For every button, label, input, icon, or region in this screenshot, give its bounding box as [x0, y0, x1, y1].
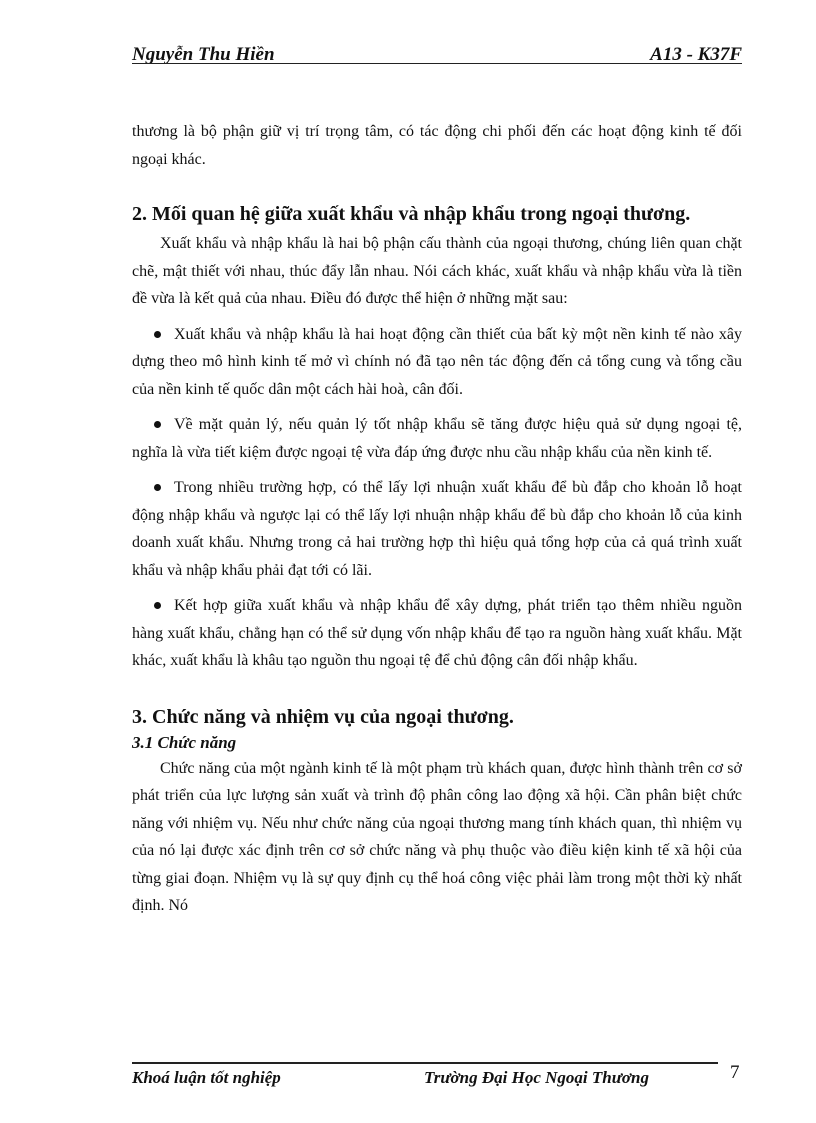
- intro-paragraph: thương là bộ phận giữ vị trí trọng tâm, có tác động chi phối đến các hoạt động kinh tế đối ngoại khác.: [132, 123, 742, 168]
- bullet-text: Xuất khẩu và nhập khẩu là hai hoạt động cần thiết của bất kỳ một nền kinh tế nào xây dựng theo mô hình kinh tế mở vì chính nó đã tạo nên tác động đến cả tổng cung và tổng cầu của nền kinh tế quốc dân một cách hài hoà, cân đối.: [132, 325, 742, 398]
- footer-divider: [132, 1062, 718, 1064]
- list-item: [132, 474, 742, 584]
- list-item: [132, 411, 742, 466]
- section-2-heading: 2. Mối quan hệ giữa xuất khẩu và nhập khẩu trong ngoại thương.: [132, 203, 691, 225]
- section-3-heading: 3. Chức năng và nhiệm vụ của ngoại thương.: [132, 705, 514, 728]
- page-number: 7: [730, 1062, 740, 1083]
- bullet-icon: [154, 602, 161, 609]
- bullet-text: Trong nhiều trường hợp, có thể lấy lợi nhuận xuất khẩu để bù đắp cho khoản lỗ hoạt động nhập khẩu và ngược lại có thể lấy lợi nhuận nhập khẩu để bù đắp cho khoản lỗ của kinh doanh xuất khẩu. Nhưng trong cả hai trường hợp thì hiệu quả tổng hợp của cả quá trình xuất khẩu và nhập khẩu phải đạt tới có lãi.: [132, 479, 742, 579]
- page-header: [132, 44, 742, 64]
- list-item: [132, 592, 742, 675]
- section-2-bullet-list: [132, 321, 742, 675]
- header-author: Nguyễn Thu Hiền: [132, 44, 275, 65]
- section-2-paragraph: Xuất khẩu và nhập khẩu là hai bộ phận cấu thành của ngoại thương, chúng liên quan chặt chẽ, mật thiết với nhau, thúc đẩy lẫn nhau. Nói cách khác, xuất khẩu và nhập khẩu vừa là tiền đề vừa là kết quả của nhau. Điều đó được thể hiện ở những mặt sau:: [132, 235, 742, 307]
- bullet-icon: [154, 421, 161, 428]
- bullet-icon: [154, 484, 161, 491]
- header-class-code: A13 - K37F: [650, 44, 742, 65]
- bullet-text: Kết hợp giữa xuất khẩu và nhập khẩu để xây dựng, phát triển tạo thêm nhiều nguồn hàng xuất khẩu, chẳng hạn có thể sử dụng vốn nhập khẩu để tạo ra nguồn hàng xuất khẩu. Mặt khác, xuất khẩu là khâu tạo nguồn thu ngoại tệ để chủ động cân đối nhập khẩu.: [132, 597, 742, 669]
- header-divider: [132, 63, 742, 64]
- bullet-icon: [154, 331, 161, 338]
- footer-thesis-label: Khoá luận tốt nghiệp: [132, 1068, 281, 1087]
- list-item: [132, 321, 742, 404]
- page-body: [132, 118, 742, 920]
- footer-university: Trường Đại Học Ngoại Thương: [424, 1068, 650, 1087]
- section-3-1-paragraph: Chức năng của một ngành kinh tế là một phạm trù khách quan, được hình thành trên cơ sở phát triển của lực lượng sản xuất và trình độ phân công lao động xã hội. Cần phân biệt chức năng với nhiệm vụ. Nếu như chức năng của ngoại thương mang tính khách quan, thì nhiệm vụ của nó lại được xác định trên cơ sở chức năng và phụ thuộc vào điều kiện kinh tế xã hội của từng giai đoạn. Nhiệm vụ là sự quy định cụ thể hoá công việc phải làm trong một thời kỳ nhất định. Nó: [132, 759, 742, 914]
- bullet-text: Về mặt quản lý, nếu quản lý tốt nhập khẩu sẽ tăng được hiệu quả sử dụng ngoại tệ, nghĩa là vừa tiết kiệm được ngoại tệ vừa đáp ứng được nhu cầu nhập khẩu của nền kinh tế.: [132, 416, 742, 461]
- section-3-1-subheading: 3.1 Chức năng: [132, 732, 237, 752]
